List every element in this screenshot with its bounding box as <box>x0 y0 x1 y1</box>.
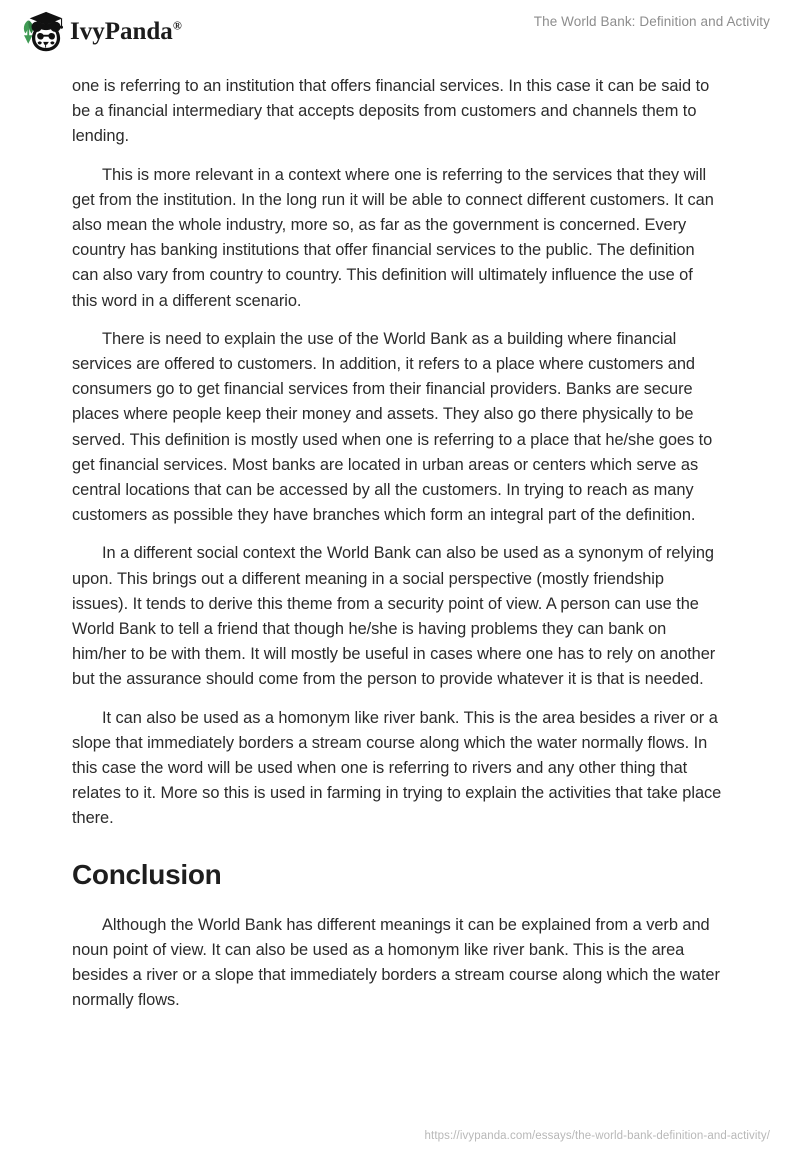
brand-name-text: IvyPanda <box>70 18 173 45</box>
document-title: The World Bank: Definition and Activity <box>533 14 770 29</box>
panda-graduate-logo-icon <box>16 9 63 54</box>
paragraph: In a different social context the World Bank can also be used as a synonym of relying upon. This brings out a different meaning in a social perspective (mostly friendship issues). It tends to derive this theme from a security point of view. A person can use the World Bank to tell a friend that though he/she is having problems they can bank on him/her to be with them. It will mostly be useful in cases where one has to rely on another but the assurance should come from the person to provide whatever it is that is needed. <box>72 544 716 689</box>
paragraph: There is need to explain the use of the World Bank as a building where financial services are offered to customers. In addition, it refers to a place where customers and consumers go to get financial services from their financial providers. Banks are secure places where people keep their money and assets. They also go there physically to be served. This definition is mostly used when one is referring to a place that he/she goes to get financial services. Most banks are located in urban areas or centers which serve as central locations that can be accessed by all the customers. In trying to reach as many customers as possible they have branches which form an integral part of the definition. <box>72 329 713 525</box>
paragraph: This is more relevant in a context where one is referring to the services that they will get from the institution. In the long run it will be able to connect different customers. It can also mean the whole industry, more so, as far as the government is concerned. Every country has banking institutions that offer financial services to the public. The definition can also vary from country to country. This definition will ultimately influence the use of this word in a different scenario. <box>72 165 714 310</box>
brand-name <box>70 19 182 44</box>
section-heading-conclusion: Conclusion <box>72 858 222 890</box>
page-header <box>0 0 800 62</box>
brand-logo[interactable] <box>16 9 182 54</box>
paragraph: Although the World Bank has different meanings it can be explained from a verb and noun point of view. It can also be used as a homonym like river bank. This is the area besides a river or a slope that immediately borders a stream course along which the water normally flows. <box>72 915 720 1010</box>
page-footer <box>0 1126 800 1160</box>
document-body <box>72 74 722 1027</box>
paragraph: It can also be used as a homonym like river bank. This is the area besides a river or a slope that immediately borders a stream course along which the water normally flows. In this case the word will be used when one is referring to rivers and any other thing that relates to it. More so this is used in farming in trying to explain the activities that take place there. <box>72 708 722 828</box>
paragraph: one is referring to an institution that offers financial services. In this case it can be said to be a financial intermediary that accepts deposits from customers and channels them to lending. <box>72 77 710 146</box>
source-url[interactable]: https://ivypanda.com/essays/the-world-bank-definition-and-activity/ <box>424 1130 770 1142</box>
registered-mark: ® <box>172 18 182 33</box>
